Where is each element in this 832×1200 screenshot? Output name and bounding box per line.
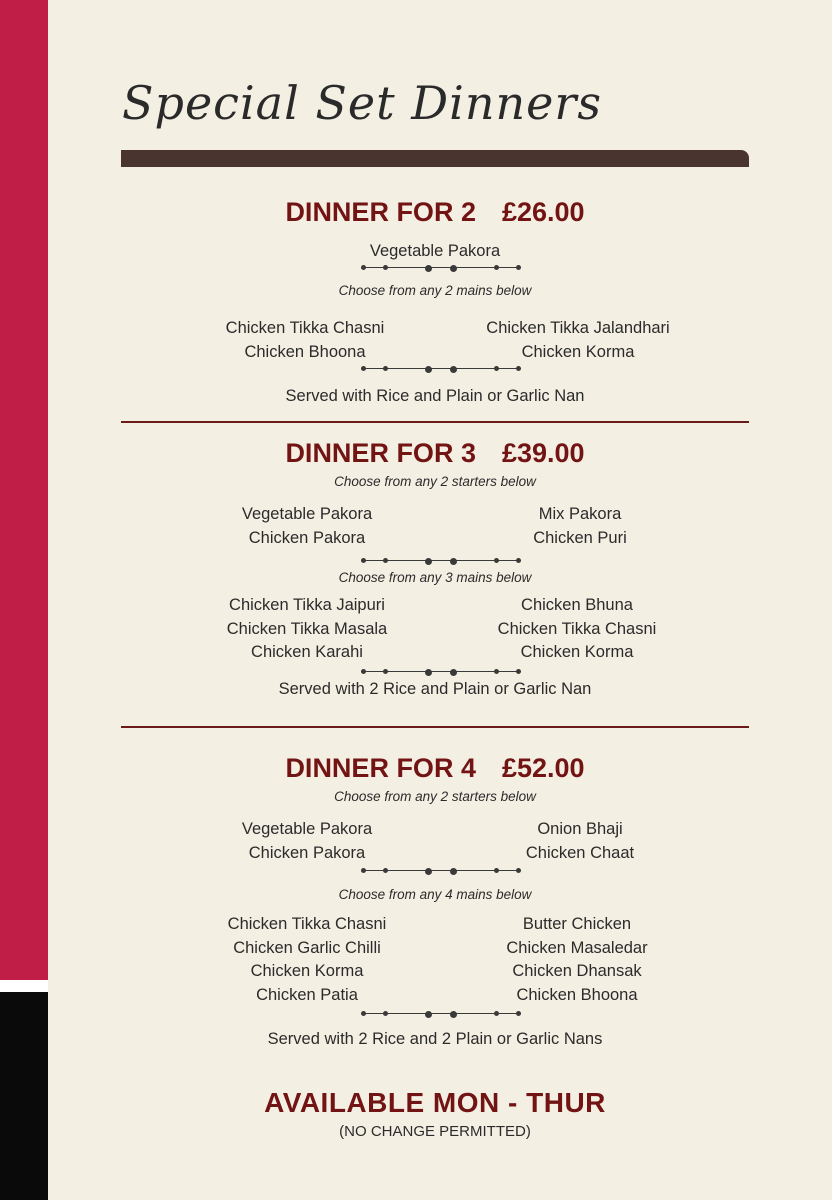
- dinner-for-4-mains-note: Choose from any 4 mains below: [338, 887, 532, 902]
- menu-item: Chicken Karahi: [251, 643, 363, 661]
- dinner-for-2-served: Served with Rice and Plain or Garlic Nan: [285, 387, 585, 405]
- dinner-for-2-mains-note: Choose from any 2 mains below: [338, 283, 532, 298]
- menu-item: Mix Pakora: [538, 505, 622, 523]
- ornamental-divider: [361, 263, 521, 273]
- menu-item: Chicken Tikka Jalandhari: [486, 319, 670, 337]
- menu-item: Butter Chicken: [522, 915, 632, 933]
- dinner-for-4-heading: [121, 753, 749, 784]
- dinner-for-3-starters-left: [177, 503, 437, 550]
- dinner-for-3-served: Served with 2 Rice and Plain or Garlic Nan: [278, 680, 592, 698]
- dinner-for-3-mains-note: Choose from any 3 mains below: [338, 570, 532, 585]
- menu-item: Chicken Chaat: [525, 843, 635, 862]
- menu-item: Chicken Korma: [250, 962, 364, 980]
- availability-note: (NO CHANGE PERMITTED): [339, 1123, 531, 1140]
- dinner-for-4-price: £52.00: [501, 753, 585, 783]
- dinner-for-4-mains-left: [177, 913, 437, 1007]
- dinner-for-3-mains-left: [177, 594, 437, 665]
- menu-item: Chicken Tikka Masala: [226, 619, 388, 638]
- dinner-for-4-served: Served with 2 Rice and 2 Plain or Garlic Nans: [267, 1030, 603, 1048]
- dinner-for-4-starters-right: [450, 818, 710, 865]
- menu-item: Chicken Patia: [256, 985, 358, 1004]
- dinner-for-3-heading: [121, 438, 749, 469]
- dinner-for-2-mains-left: [175, 317, 435, 364]
- availability-label: AVAILABLE MON - THUR: [264, 1087, 606, 1118]
- menu-item: Chicken Dhansak: [512, 962, 642, 980]
- ornamental-divider: [361, 667, 521, 677]
- side-stripe-white: [0, 980, 48, 992]
- ornamental-divider: [361, 866, 521, 876]
- dinner-for-3-label: DINNER FOR 3: [285, 438, 476, 468]
- side-stripe-red: [0, 0, 48, 980]
- dinner-for-4-starters-left: [177, 818, 437, 865]
- menu-item: Chicken Tikka Chasni: [227, 915, 387, 933]
- title-underline-bar: [121, 150, 749, 167]
- dinner-for-3-price: £39.00: [501, 438, 585, 468]
- menu-item: Chicken Bhoona: [516, 985, 638, 1004]
- menu-item: Chicken Korma: [520, 643, 634, 661]
- menu-item: Vegetable Pakora: [241, 505, 373, 523]
- menu-item: Vegetable Pakora: [241, 820, 373, 838]
- dinner-for-2-label: DINNER FOR 2: [285, 197, 476, 227]
- ornamental-divider: [361, 364, 521, 374]
- dinner-for-2-mains-right: [448, 317, 708, 364]
- menu-item: Chicken Pakora: [248, 843, 366, 862]
- dinner-for-4-mains-right: [447, 913, 707, 1007]
- section-divider: [121, 421, 749, 423]
- ornamental-divider: [361, 556, 521, 566]
- page-title: Special Set Dinners: [122, 76, 602, 130]
- menu-item: Chicken Korma: [521, 342, 635, 361]
- dinner-for-3-starters-right: [450, 503, 710, 550]
- dinner-for-4-label: DINNER FOR 4: [285, 753, 476, 783]
- side-stripe-black: [0, 992, 48, 1200]
- menu-item: Chicken Tikka Chasni: [225, 319, 385, 337]
- menu-item: Chicken Garlic Chilli: [233, 938, 381, 957]
- menu-item: Chicken Tikka Jaipuri: [229, 596, 385, 614]
- menu-item: Chicken Bhoona: [244, 342, 366, 361]
- dinner-for-2-heading: [121, 197, 749, 228]
- dinner-for-2-price: £26.00: [501, 197, 585, 227]
- dinner-for-2-starter: Vegetable Pakora: [369, 242, 501, 260]
- menu-item: Chicken Tikka Chasni: [497, 619, 657, 638]
- dinner-for-3-mains-right: [447, 594, 707, 665]
- menu-item: Chicken Pakora: [248, 528, 366, 547]
- menu-item: Chicken Puri: [533, 528, 627, 547]
- menu-item: Chicken Bhuna: [521, 596, 633, 614]
- menu-item: Onion Bhaji: [537, 820, 623, 838]
- section-divider: [121, 726, 749, 728]
- ornamental-divider: [361, 1009, 521, 1019]
- menu-item: Chicken Masaledar: [506, 938, 648, 957]
- dinner-for-3-starters-note: Choose from any 2 starters below: [334, 474, 536, 489]
- dinner-for-4-starters-note: Choose from any 2 starters below: [334, 789, 536, 804]
